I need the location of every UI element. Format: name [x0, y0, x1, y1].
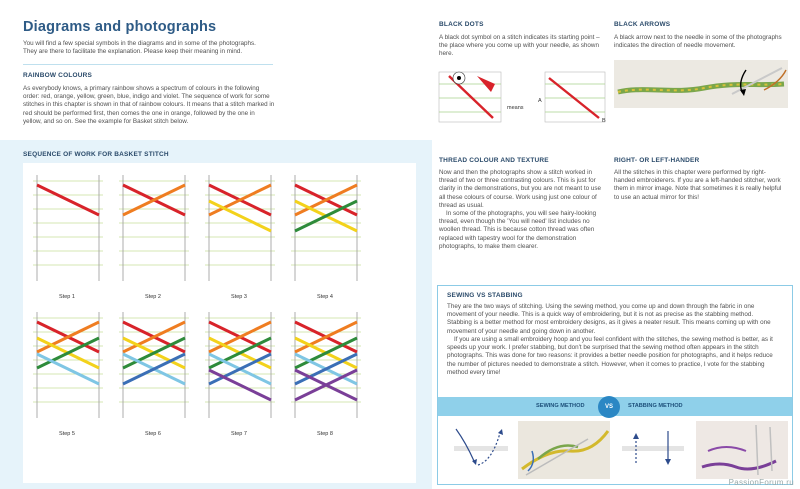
sewing-method-label: SEWING METHOD — [536, 403, 585, 409]
handed-body: All the stitches in this chapter were performed by right-handed embroiderers. If you are a left-handed stitcher, work them in mirror image. Note that sometimes it is really helpful to use an actual mirror for this! — [614, 169, 782, 201]
step-1-diagram — [33, 175, 103, 281]
step-label-4: Step 4 — [317, 294, 333, 300]
sv-body-1: They are the two ways of stitching. Using the sewing method, you come up and down through the fabric in one movement of your needle. This is a quick way of embroidering, but it is not as precise as the stabbing method. Stabbing is a better method for most embroidery designs, as it gives a neater result. This means coming up with one movement of your needle and going down in another. — [447, 303, 771, 335]
sv-body-2: If you are using a small embroidery hoop and you feel confident with the stitches, the sewing method is better, as it speeds up your work. I prefer stabbing, but don't be surprised that the sewing method often appears in the stitch photographs. This was done for two reasons: it provides a better needle position for photographs, and it helps reduce the number of pictures needed to demonstrate a stitch. However, when it comes to practice, I vote for the stabbing method every time! — [447, 336, 773, 376]
step-8-diagram — [291, 312, 361, 418]
black-dots-diagram — [437, 62, 607, 130]
step-4-diagram — [291, 175, 361, 281]
black-dots-body: A black dot symbol on a stitch indicates its starting point – the place where you come up with your needle, as shown here. — [439, 34, 600, 58]
step-label-5: Step 5 — [59, 431, 75, 437]
sequence-heading: SEQUENCE OF WORK FOR BASKET STITCH — [23, 151, 169, 158]
sewing-diagram — [448, 421, 514, 479]
step-label-7: Step 7 — [231, 431, 247, 437]
stabbing-photo — [696, 421, 788, 479]
step-label-6: Step 6 — [145, 431, 161, 437]
sewing-vs-stabbing-box — [437, 285, 793, 485]
handed-heading: RIGHT- OR LEFT-HANDER — [614, 157, 700, 164]
page-title: Diagrams and photographs — [23, 19, 217, 35]
needle-photo — [614, 60, 788, 108]
black-dots-heading: BLACK DOTS — [439, 21, 484, 28]
step-5-diagram — [33, 312, 103, 418]
sv-heading: SEWING VS STABBING — [447, 292, 523, 299]
stabbing-method-label: STABBING METHOD — [628, 403, 683, 409]
stitch-5 — [37, 354, 99, 384]
step-2-diagram — [119, 175, 189, 281]
label-a: A — [538, 98, 542, 104]
watermark: PassionForum.ru — [728, 478, 794, 487]
black-arrows-body: A black arrow next to the needle in some of the photographs indicates the direction of needle movement. — [614, 34, 782, 50]
sewing-photo — [518, 421, 610, 479]
rainbow-heading: RAINBOW COLOURS — [23, 72, 93, 79]
vs-badge: VS — [598, 396, 620, 418]
step-label-8: Step 8 — [317, 431, 333, 437]
rainbow-body: As everybody knows, a primary rainbow shows a spectrum of colours in the following order: red, orange, yellow, green, blue, indigo and violet. The sequence of work for some stitches in this chapter is shown in that of rainbow colours. It means that a stitch marked in red should be performed first, then comes the one in orange, followed by the one in yellow, and so on. See the example for Basket stitch below. — [23, 85, 275, 125]
step-label-1: Step 1 — [59, 294, 75, 300]
stitch-7 — [209, 370, 271, 400]
thread-heading: THREAD COLOUR AND TEXTURE — [439, 157, 549, 164]
step-3-diagram — [205, 175, 275, 281]
step-label-3: Step 3 — [231, 294, 247, 300]
stabbing-diagram — [616, 421, 690, 479]
thread-body-2: In some of the photographs, you will see hairy-looking thread, even though the 'You will need' list includes no woollen thread. This is because cotton thread was often replaced with tapestry wool for the demonstration photographs, to make them clearer. — [439, 210, 597, 250]
divider — [23, 64, 273, 65]
means-label: means — [507, 105, 524, 111]
black-arrows-heading: BLACK ARROWS — [614, 21, 671, 28]
stitch-3 — [209, 201, 271, 231]
step-6-diagram — [119, 312, 189, 418]
stitch-1 — [37, 185, 99, 215]
step-7-diagram — [205, 312, 275, 418]
intro-text: You will find a few special symbols in the diagrams and in some of the photographs. They are there to facilitate the explanation. Please keep their meaning in mind. — [23, 40, 256, 56]
step-label-2: Step 2 — [145, 294, 161, 300]
label-b: B — [602, 118, 606, 124]
thread-body-1: Now and then the photographs show a stitch worked in thread of two or three contrasting colours. This is just for clarity in the demonstrations, but you are not meant to use all these colours of course. Work using just one colour of thread as usual. — [439, 169, 602, 209]
